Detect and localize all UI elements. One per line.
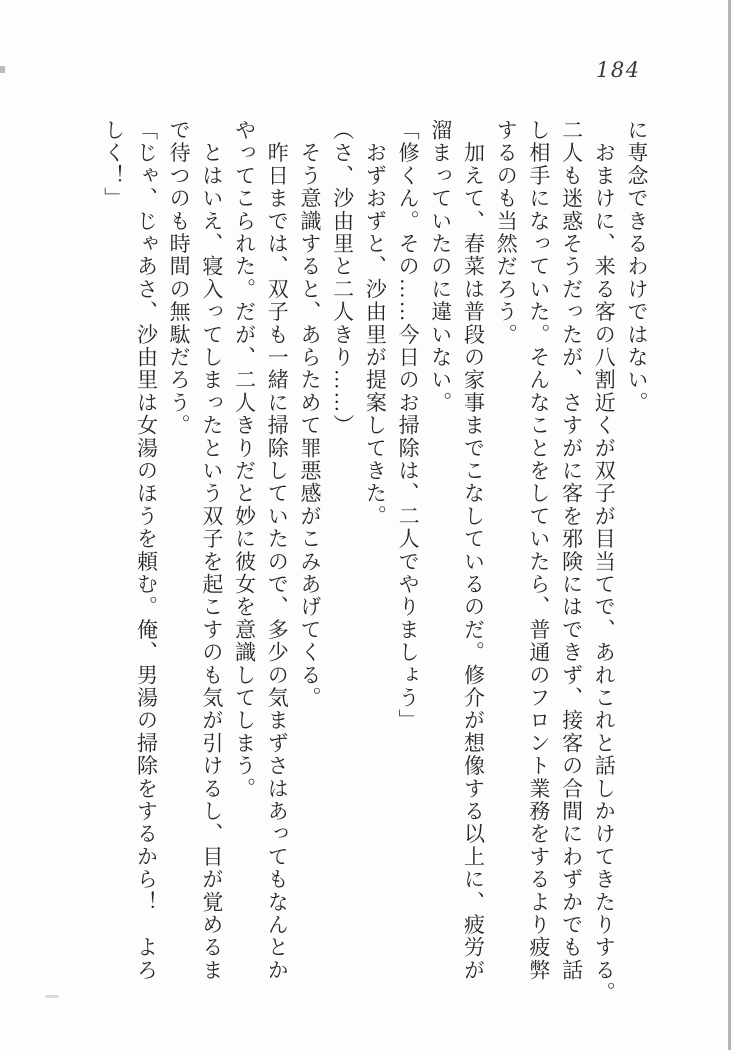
text-line: 昨日までは、双子も一緒に掃除していたので、多少の気まずさはあってもなんとか xyxy=(265,119,290,982)
text-line: 「修くん。その……今日のお掃除は、二人でやりましょう」 xyxy=(396,119,421,732)
text-line: おまけに、来る客の八割近くが双子が目当てで、あれこれと話しかけてきたりする。 xyxy=(592,119,617,1005)
text-line: そう意識すると、あらためて罪悪感がこみあげてくる。 xyxy=(297,119,322,710)
text-line: で待つのも時間の無駄だろう。 xyxy=(167,119,192,437)
scan-bottom-smudge xyxy=(45,995,59,998)
text-line: やってこられた。だが、二人きりだと妙に彼女を意識してしまう。 xyxy=(232,119,257,800)
scan-left-edge-mark xyxy=(0,66,5,73)
text-line: するのも当然だろう。 xyxy=(494,119,519,346)
page-number: 184 xyxy=(596,58,641,82)
text-line: し相手になっていた。そんなことをしていたら、普通のフロント業務をするより疲弊 xyxy=(526,119,551,982)
text-line: に専念できるわけではない。 xyxy=(625,119,649,415)
text-line: 加えて、春菜は普段の家事までこなしているのだ。修介が想像する以上に、疲労が xyxy=(461,119,486,982)
text-line: 「じゃ、じゃあさ、沙由里は女湯のほうを頼む。俺、男湯の掃除をするから！ よろ xyxy=(134,119,159,982)
page-text xyxy=(97,119,653,1011)
text-line: 溜まっていたのに違いない。 xyxy=(428,119,453,415)
text-line: 二人も迷惑そうだったが、さすがに客を邪険にはできず、接客の合間にわずかでも話 xyxy=(559,119,584,982)
text-line: しく！」 xyxy=(101,119,126,210)
scan-right-edge-line xyxy=(728,0,731,1050)
text-line: おずおずと、沙由里が提案してきた。 xyxy=(363,119,388,528)
text-line: （さ、沙由里と二人きり……） xyxy=(330,119,355,437)
text-line: とはいえ、寝入ってしまったという双子を起こすのも気が引けるし、目が覚めるま xyxy=(199,119,224,982)
